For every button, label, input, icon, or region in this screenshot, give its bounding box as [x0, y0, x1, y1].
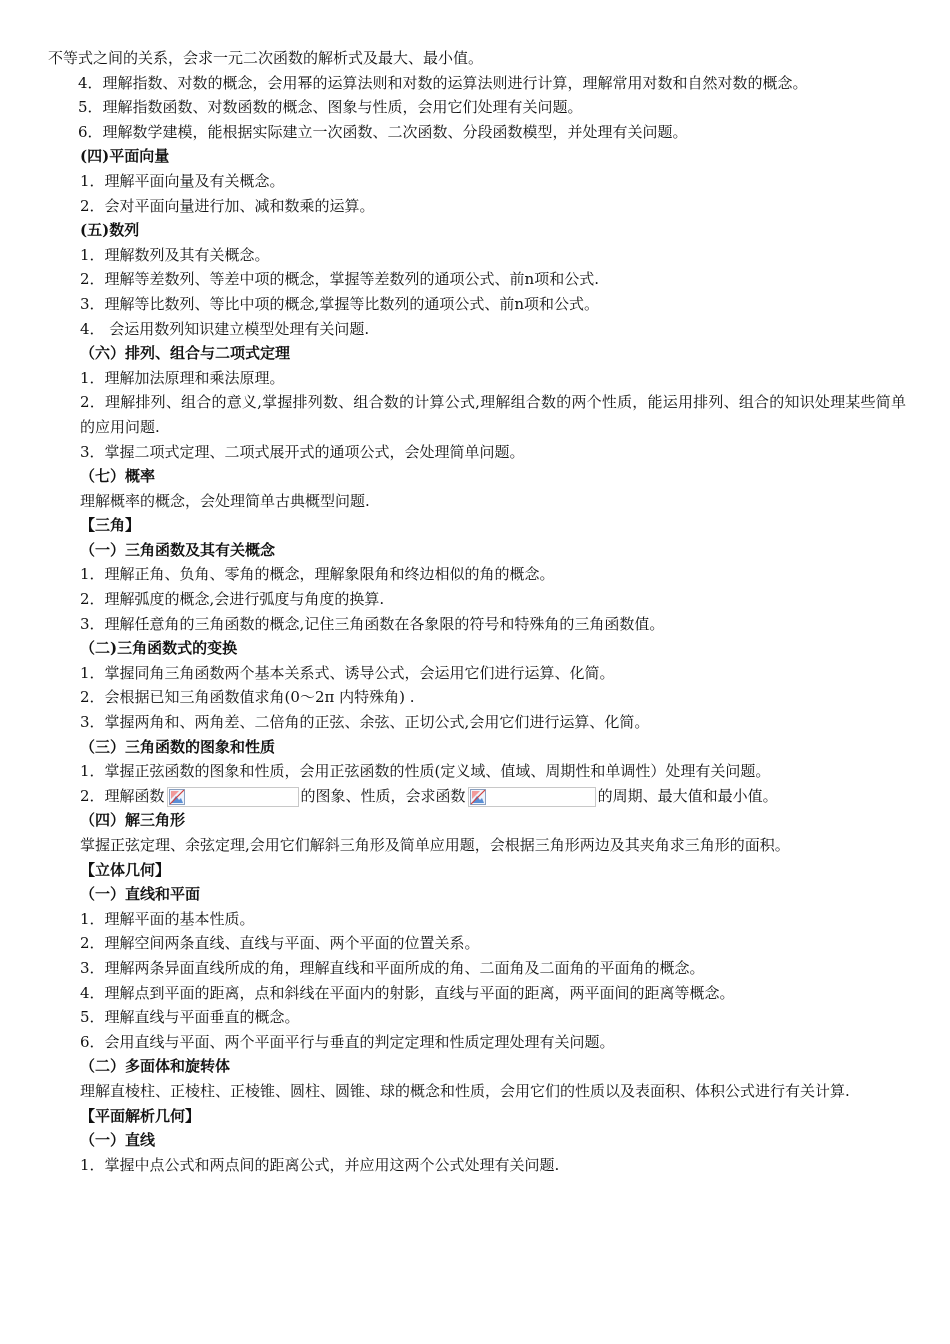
text-paragraph: 理解直棱柱、正棱柱、正棱锥、圆柱、圆锥、球的概念和性质，会用它们的性质以及表面积、体积公式进行有关计算.: [80, 1081, 850, 1100]
document-body: [48, 46, 906, 1177]
text-line-with-formulas: [48, 784, 906, 809]
text-paragraph: 2．理解排列、组合的意义,掌握排列数、组合数的计算公式,理解组合数的两个性质，能运用排列、组合的知识处理某些简单的应用问题.: [80, 393, 906, 436]
section-heading: (四)平面向量: [80, 147, 170, 166]
text-line: 3．理解任意角的三角函数的概念,记住三角函数在各象限的符号和特殊角的三角函数值。: [80, 614, 665, 633]
text-fragment: 的周期、最大值和最小值。: [597, 786, 778, 805]
text-line: 1．理解平面向量及有关概念。: [80, 171, 285, 190]
section-heading: （二)三角函数式的变换: [80, 639, 238, 658]
text-line: 1．理解平面的基本性质。: [80, 909, 255, 928]
chapter-heading: 【三角】: [80, 516, 141, 535]
section-heading: （四）解三角形: [80, 811, 186, 830]
text-fragment: 2．理解函数: [80, 786, 165, 805]
text-line: 6．会用直线与平面、两个平面平行与垂直的判定定理和性质定理处理有关问题。: [80, 1032, 615, 1051]
text-line: 1．掌握同角三角函数两个基本关系式、诱导公式，会运用它们进行运算、化简。: [80, 663, 615, 682]
text-line: 3．掌握二项式定理、二项式展开式的通项公式，会处理简单问题。: [80, 442, 525, 461]
text-line: 2．会根据已知三角函数值求角(0～2π 内特殊角) .: [80, 688, 415, 707]
formula-image: [468, 787, 596, 807]
section-heading: （一）直线和平面: [80, 885, 201, 904]
text-line: 不等式之间的关系，会求一元二次函数的解析式及最大、最小值。: [48, 49, 484, 67]
text-paragraph: 1．掌握正弦函数的图象和性质，会用正弦函数的性质(定义域、值域、周期性和单调性）处理有关问题。: [80, 762, 771, 781]
section-heading: （一）三角函数及其有关概念: [80, 540, 276, 559]
text-line: 5．理解直线与平面垂直的概念。: [80, 1008, 300, 1027]
text-line: 1．理解数列及其有关概念。: [80, 245, 270, 264]
text-line: 5．理解指数函数、对数函数的概念、图象与性质，会用它们处理有关问题。: [78, 98, 583, 117]
formula-image: [167, 787, 299, 807]
text-line: 6．理解数学建模，能根据实际建立一次函数、二次函数、分段函数模型，并处理有关问题。: [78, 122, 688, 141]
text-line: 4．理解点到平面的距离，点和斜线在平面内的射影，直线与平面的距离，两平面间的距离等概念。: [80, 983, 735, 1002]
chapter-heading: 【立体几何】: [80, 860, 171, 879]
text-fragment: 的图象、性质，会求函数: [300, 786, 466, 805]
chapter-heading: 【平面解析几何】: [80, 1106, 201, 1125]
text-line: 2．理解空间两条直线、直线与平面、两个平面的位置关系。: [80, 934, 480, 953]
broken-image-icon: [470, 789, 486, 805]
section-heading: （三）三角函数的图象和性质: [80, 737, 276, 756]
text-line: 2．理解弧度的概念,会进行弧度与角度的换算.: [80, 590, 385, 609]
text-line: 2．会对平面向量进行加、减和数乘的运算。: [80, 196, 375, 215]
section-heading: （七）概率: [80, 467, 156, 486]
text-line: 4． 会运用数列知识建立模型处理有关问题.: [80, 319, 370, 338]
section-heading: (五)数列: [80, 221, 140, 240]
text-paragraph: 掌握正弦定理、余弦定理,会用它们解斜三角形及简单应用题，会根据三角形两边及其夹角求三角形的面积。: [80, 836, 790, 854]
text-line: 理解概率的概念，会处理简单古典概型问题.: [80, 491, 370, 510]
text-line: 3．掌握两角和、两角差、二倍角的正弦、余弦、正切公式,会用它们进行运算、化简。: [80, 713, 650, 732]
text-paragraph: 4．理解指数、对数的概念，会用幂的运算法则和对数的运算法则进行计算，理解常用对数和自然对数的概念。: [78, 73, 808, 92]
text-line: 3．理解等比数列、等比中项的概念,掌握等比数列的通项公式、前n项和公式。: [80, 294, 599, 313]
text-line: 1．理解正角、负角、零角的概念，理解象限角和终边相似的角的概念。: [80, 565, 555, 584]
section-heading: （六）排列、组合与二项式定理: [80, 344, 291, 363]
text-line: 1．理解加法原理和乘法原理。: [80, 368, 285, 387]
section-heading: （一）直线: [80, 1131, 156, 1150]
text-line: 1．掌握中点公式和两点间的距离公式，并应用这两个公式处理有关问题.: [80, 1155, 560, 1174]
text-line: 3．理解两条异面直线所成的角，理解直线和平面所成的角、二面角及二面角的平面角的概念。: [80, 958, 705, 977]
broken-image-icon: [169, 789, 185, 805]
text-line: 2．理解等差数列、等差中项的概念，掌握等差数列的通项公式、前n项和公式.: [80, 270, 599, 289]
section-heading: （二）多面体和旋转体: [80, 1057, 231, 1076]
